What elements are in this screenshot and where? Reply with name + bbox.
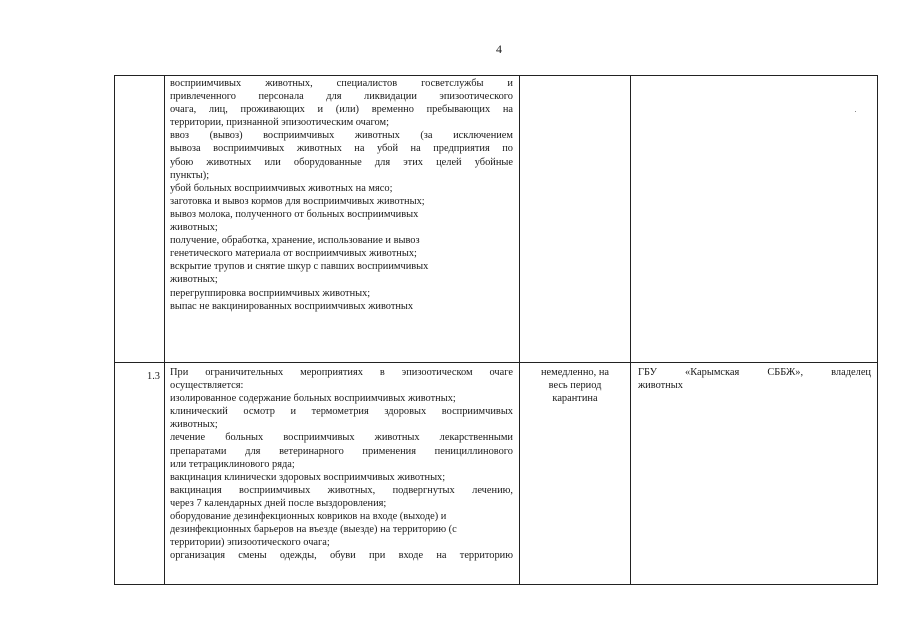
measure-text-line: привлеченного персонала для ликвидации эпизоотического	[170, 91, 513, 103]
measure-text-line: пункты);	[170, 169, 210, 181]
row-number: 1.3	[147, 371, 160, 382]
term-text-line: весь период	[548, 380, 602, 392]
responsible-text-line: ГБУ «Карымская СББЖ», владелец	[638, 367, 871, 378]
measure-text-line: территории) эпизоотического очага;	[170, 537, 330, 549]
table-row	[115, 363, 878, 585]
measure-text-line: вывоза восприимчивых животных на убой на предприятия по	[170, 143, 513, 155]
measure-text-line: животных;	[170, 274, 218, 286]
term-cell	[520, 76, 631, 363]
measure-text-line: убой больных восприимчивых животных на мясо;	[170, 182, 393, 194]
scan-speck	[855, 111, 856, 112]
measure-text-line: выпас не вакцинированных восприимчивых животных	[170, 300, 414, 312]
measure-text-line: животных;	[170, 419, 218, 431]
measure-text-line: вскрытие трупов и снятие шкур с павших восприимчивых	[170, 261, 429, 273]
responsible-cell	[631, 363, 878, 585]
measure-text-line: перегруппировка восприимчивых животных;	[170, 287, 371, 299]
measure-text-line: дезинфекционных барьеров на въезде (выезде) на территорию (с	[170, 524, 457, 536]
page-number: 4	[496, 42, 502, 56]
measure-text-line: вывоз молока, полученного от больных восприимчивых	[170, 208, 419, 220]
row-number-cell	[115, 76, 165, 363]
row-number-cell	[115, 363, 165, 585]
measure-text-line: организация смены одежды, обуви при входе на территорию	[170, 550, 513, 562]
term-text-line: карантина	[552, 393, 598, 405]
measure-text-line: При ограничительных мероприятиях в эпизоотическом очаге	[170, 367, 513, 378]
table-row	[115, 76, 878, 363]
term-text-line: немедленно, на	[541, 367, 609, 378]
measure-text-line: препаратами для ветеринарного применения пенициллинового	[170, 445, 513, 457]
measure-text-line: изолированное содержание больных восприимчивых животных;	[170, 393, 456, 405]
measure-text-line: ввоз (вывоз) восприимчивых животных (за исключением	[170, 130, 513, 142]
measure-text-line: генетического материала от восприимчивых животных;	[170, 248, 417, 260]
measure-text-line: очага, лиц, проживающих и (или) временно пребывающих на	[170, 104, 513, 116]
measure-content-cell	[165, 363, 520, 585]
measure-text-line: получение, обработка, хранение, использование и вывоз	[170, 235, 420, 247]
measure-text-line: вакцинация клинически здоровых восприимчивых животных;	[170, 471, 446, 483]
measure-text-line: лечение больных восприимчивых животных лекарственными	[170, 432, 513, 444]
measures-table	[114, 75, 878, 585]
measure-text-line: оборудование дезинфекционных ковриков на входе (выходе) и	[170, 511, 447, 523]
responsible-cell	[631, 76, 878, 363]
measure-text-line: убою животных или оборудованные для этих целей убойные	[170, 156, 513, 168]
measure-text-line: осуществляется:	[170, 380, 244, 392]
measure-text-line: вакцинация восприимчивых животных, подвергнутых лечению,	[170, 484, 513, 496]
measure-text-line: через 7 календарных дней после выздоровления;	[170, 497, 387, 509]
measure-text-line: территории, признанной эпизоотическим очагом;	[170, 117, 389, 129]
measure-text-line: клинический осмотр и термометрия здоровых восприимчивых	[170, 406, 513, 418]
responsible-text-line: животных	[638, 380, 683, 392]
term-cell	[520, 363, 631, 585]
measure-content-cell	[165, 76, 520, 363]
measure-text-line: или тетрациклинового ряда;	[170, 458, 295, 470]
measure-text-line: животных;	[170, 222, 218, 234]
measure-text-line: восприимчивых животных, специалистов госветслужбы и	[170, 78, 513, 89]
measure-text-line: заготовка и вывоз кормов для восприимчивых животных;	[170, 195, 425, 207]
